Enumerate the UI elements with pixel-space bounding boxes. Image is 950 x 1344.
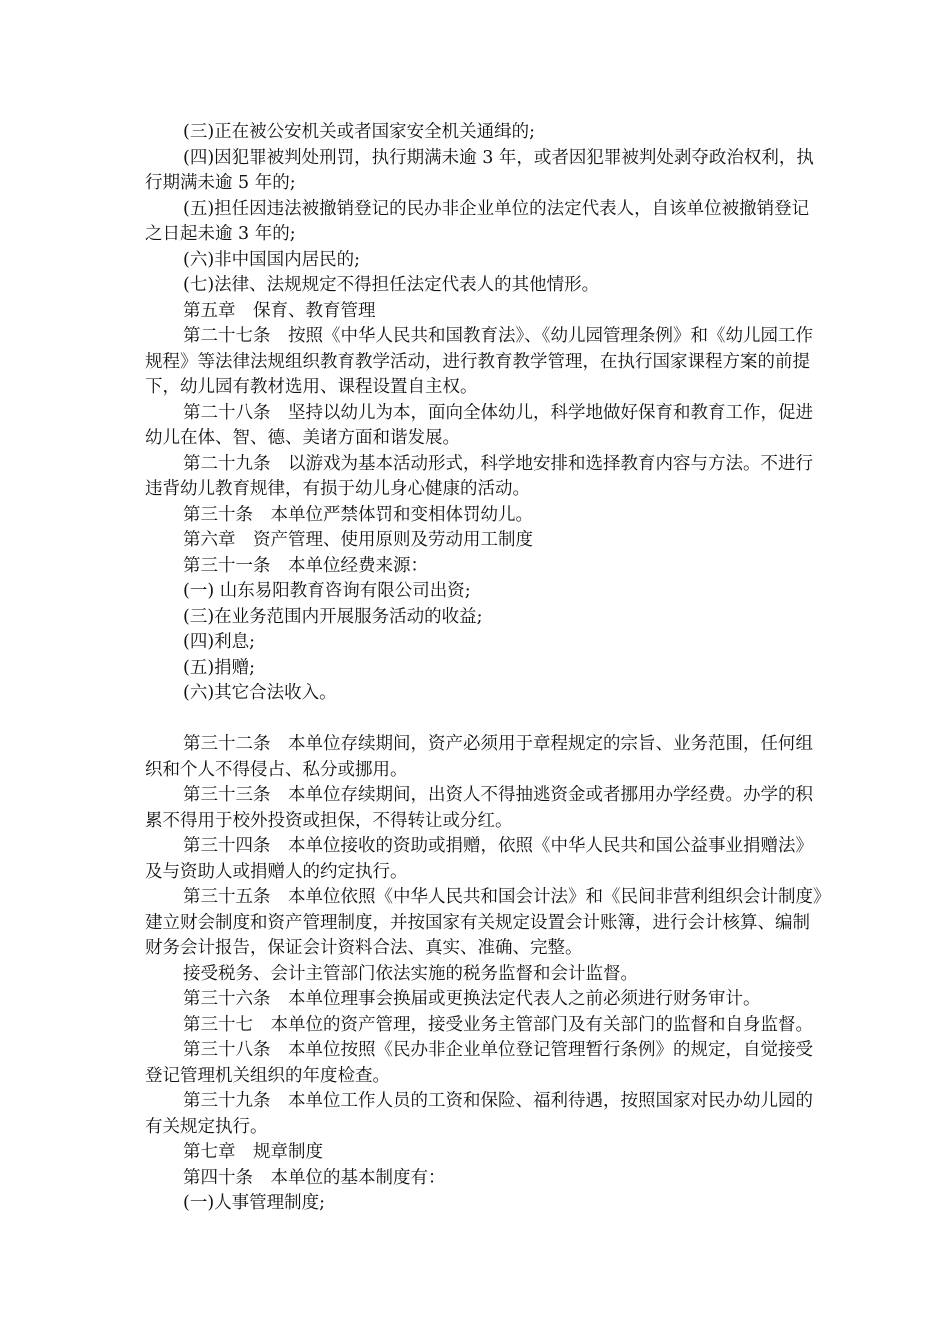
- article-paragraph: 第二十七条 按照《中华人民共和国教育法》、《幼儿园管理条例》和《幼儿园工作规程》等法律法规组织教育教学活动，进行教育教学管理，在执行国家课程方案的前提下，幼儿园有教材选用、课程设置自主权。: [145, 326, 813, 397]
- list-item: (一) 山东易阳教育咨询有限公司出资;: [183, 581, 471, 601]
- article-paragraph: 接受税务、会计主管部门依法实施的税务监督和会计监督。: [183, 963, 638, 984]
- article-paragraph: 第三十五条 本单位依照《中华人民共和国会计法》和《民间非营利组织会计制度》建立财会制度和资产管理制度，并按国家有关规定设置会计账簿，进行会计核算、编制财务会计报告，保证会计资料合法、真实、准确、完整。: [145, 887, 822, 958]
- article-paragraph: 第三十六条 本单位理事会换届或更换法定代表人之前必须进行财务审计。: [183, 989, 761, 1009]
- article-paragraph: 第三十八条 本单位按照《民办非企业单位登记管理暂行条例》的规定，自觉接受登记管理机关组织的年度检查。: [145, 1040, 813, 1086]
- article-paragraph: 第三十七 本单位的资产管理，接受业务主管部门及有关部门的监督和自身监督。: [183, 1014, 813, 1035]
- list-item: (一)人事管理制度;: [183, 1193, 326, 1213]
- chapter-heading: 第六章 资产管理、使用原则及劳动用工制度: [183, 530, 533, 550]
- paragraph: (五)担任因违法被撤销登记的民办非企业单位的法定代表人，自该单位被撤销登记之日起未逾 3 年的;: [145, 198, 810, 244]
- article-paragraph: 第三十四条 本单位接收的资助或捐赠，依照《中华人民共和国公益事业捐赠法》及与资助人或捐赠人的约定执行。: [145, 836, 813, 882]
- paragraph: (三)正在被公安机关或者国家安全机关通缉的;: [183, 122, 536, 142]
- paragraph: (六)非中国国内居民的;: [183, 249, 361, 270]
- article-paragraph: 第三十二条 本单位存续期间，资产必须用于章程规定的宗旨、业务范围，任何组织和个人不得侵占、私分或挪用。: [145, 734, 813, 780]
- document-body: [145, 120, 825, 1217]
- article-paragraph: 第三十一条 本单位经费来源：: [183, 555, 428, 576]
- list-item: (三)在业务范围内开展服务活动的收益;: [183, 606, 483, 627]
- paragraph: (四)因犯罪被判处刑罚，执行期满未逾 3 年，或者因犯罪被判处剥夺政治权利，执行期满未逾 5 年的;: [145, 147, 814, 193]
- article-paragraph: 第四十条 本单位的基本制度有：: [183, 1167, 446, 1188]
- list-item: (四)利息;: [183, 632, 256, 652]
- article-paragraph: 第三十条 本单位严禁体罚和变相体罚幼儿。: [183, 504, 533, 525]
- blank-line: [145, 707, 825, 733]
- article-paragraph: 第三十九条 本单位工作人员的工资和保险、福利待遇，按照国家对民办幼儿园的有关规定执行。: [145, 1091, 813, 1137]
- chapter-heading: 第五章 保育、教育管理: [183, 300, 376, 321]
- list-item: (五)捐赠;: [183, 657, 256, 678]
- list-item: (六)其它合法收入。: [183, 683, 337, 703]
- article-paragraph: 第二十八条 坚持以幼儿为本，面向全体幼儿，科学地做好保育和教育工作，促进幼儿在体、智、德、美诸方面和谐发展。: [145, 402, 813, 448]
- article-paragraph: 第二十九条 以游戏为基本活动形式，科学地安排和选择教育内容与方法。不进行违背幼儿教育规律，有损于幼儿身心健康的活动。: [145, 453, 813, 499]
- chapter-heading: 第七章 规章制度: [183, 1142, 323, 1162]
- paragraph: (七)法律、法规规定不得担任法定代表人的其他情形。: [183, 275, 600, 295]
- article-paragraph: 第三十三条 本单位存续期间，出资人不得抽逃资金或者挪用办学经费。办学的积累不得用于校外投资或担保，不得转让或分红。: [145, 785, 813, 831]
